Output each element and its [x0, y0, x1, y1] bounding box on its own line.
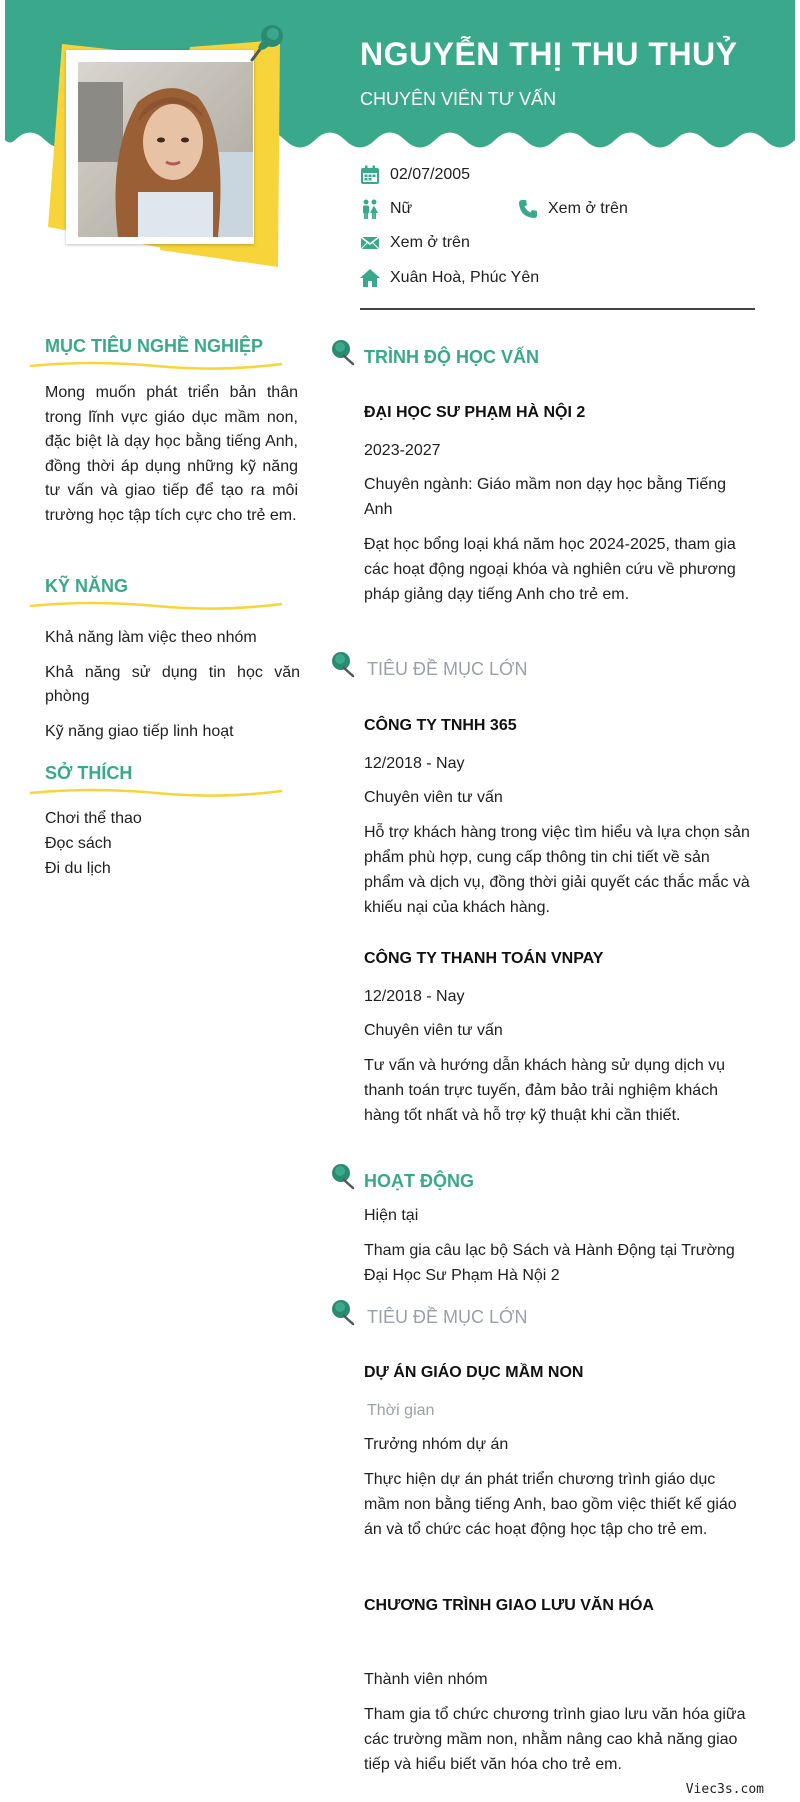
contact-birthday	[360, 165, 470, 185]
education-major: Chuyên ngành: Giáo mầm non dạy học bằng Tiếng Anh	[364, 476, 727, 518]
contact-address	[360, 268, 539, 288]
project-role: Thành viên nhóm	[364, 1671, 488, 1688]
education-period: 2023-2027	[364, 442, 441, 459]
pushpin-icon	[328, 1162, 356, 1190]
hobbies-underline	[28, 787, 284, 799]
education-heading: TRÌNH ĐỘ HỌC VẤN	[364, 347, 539, 367]
gender-icon	[360, 199, 380, 219]
hobby-item: Đọc sách	[45, 835, 112, 852]
pushpin-icon	[328, 338, 356, 366]
birthday-value: 02/07/2005	[390, 166, 471, 183]
project-description: Thực hiện dự án phát triển chương trình giáo dục mầm non bằng tiếng Anh, bao gồm việc thiết kế giáo án và tổ chức các hoạt động học tập cho trẻ em.	[364, 1471, 737, 1538]
project-description: Tham gia tổ chức chương trình giao lưu văn hóa giữa các trường mầm non, nhằm nâng cao khả năng giao tiếp và hiểu biết văn hóa cho trẻ em.	[364, 1706, 746, 1773]
skills-underline	[28, 600, 284, 612]
contact-phone	[518, 199, 628, 219]
project-role: Trưởng nhóm dự án	[364, 1436, 509, 1453]
email-value: Xem ở trên	[390, 234, 470, 251]
envelope-icon	[360, 233, 380, 253]
hobby-item: Đi du lịch	[45, 860, 111, 877]
objective-text: Mong muốn phát triển bản thân trong lĩnh vực giáo dục mầm non, đặc biệt là dạy học bằng tiếng Anh, đồng thời áp dụng những kỹ năng tư vấn và giao tiếp để tạo ra môi trường học tập tích cực cho trẻ em.	[45, 384, 298, 524]
skill-item: Kỹ năng giao tiếp linh hoạt	[45, 723, 234, 740]
projects-heading: TIÊU ĐỀ MỤC LỚN	[367, 1307, 528, 1327]
education-description: Đạt học bổng loại khá năm học 2024-2025, tham gia các hoạt động ngoại khóa và nghiên cứu về phương pháp giảng dạy tiếng Anh cho trẻ em.	[364, 536, 736, 603]
avatar	[78, 62, 253, 237]
contact-gender	[360, 199, 412, 219]
phone-icon	[518, 199, 538, 219]
hobbies-heading: SỞ THÍCH	[45, 763, 133, 783]
gender-value: Nữ	[390, 200, 413, 217]
job-period: 12/2018 - Nay	[364, 988, 465, 1005]
job-org: CÔNG TY TNHH 365	[364, 717, 517, 734]
project-org: DỰ ÁN GIÁO DỤC MẦM NON	[364, 1364, 584, 1381]
job-period: 12/2018 - Nay	[364, 755, 465, 772]
activities-heading: HOẠT ĐỘNG	[364, 1171, 474, 1191]
hobby-item: Chơi thể thao	[45, 810, 142, 827]
project-period-placeholder: Thời gian	[367, 1402, 435, 1419]
skills-heading: KỸ NĂNG	[45, 576, 129, 596]
objective-heading: MỤC TIÊU NGHỀ NGHIỆP	[45, 336, 264, 356]
skill-item: Khả năng làm việc theo nhóm	[45, 629, 257, 646]
job-description: Hỗ trợ khách hàng trong việc tìm hiểu và lựa chọn sản phẩm phù hợp, cung cấp thông tin chi tiết về sản phẩm và dịch vụ, đồng thời giải quyết các thắc mắc và khiếu nại của khách hàng.	[364, 824, 750, 916]
contact-email	[360, 233, 470, 253]
objective-underline	[28, 360, 284, 372]
pushpin-icon	[328, 1298, 356, 1326]
candidate-name: NGUYỄN THỊ THU THUỶ	[360, 36, 738, 72]
job-role: Chuyên viên tư vấn	[364, 1022, 503, 1039]
job-title: CHUYÊN VIÊN TƯ VẤN	[360, 89, 557, 109]
pushpin-icon	[328, 650, 356, 678]
job-description: Tư vấn và hướng dẫn khách hàng sử dụng dịch vụ thanh toán trực tuyến, đảm bảo trải nghiệm khách hàng tốt nhất và hỗ trợ kỹ thuật khi cần thiết.	[364, 1057, 726, 1124]
phone-value: Xem ở trên	[548, 200, 628, 217]
calendar-icon	[360, 165, 380, 185]
project-org: CHƯƠNG TRÌNH GIAO LƯU VĂN HÓA	[364, 1597, 654, 1614]
skill-item: Khả năng sử dụng tin học văn phòng	[45, 664, 300, 705]
contact-divider	[360, 308, 755, 310]
pushpin-icon	[246, 20, 288, 64]
experience-heading: TIÊU ĐỀ MỤC LỚN	[367, 659, 528, 679]
address-value: Xuân Hoà, Phúc Yên	[390, 269, 540, 286]
education-org: ĐẠI HỌC SƯ PHẠM HÀ NỘI 2	[364, 404, 586, 421]
home-icon	[360, 268, 380, 288]
job-org: CÔNG TY THANH TOÁN VNPAY	[364, 950, 604, 967]
activity-description: Tham gia câu lạc bộ Sách và Hành Động tại Trường Đại Học Sư Phạm Hà Nội 2	[364, 1242, 735, 1284]
job-role: Chuyên viên tư vấn	[364, 789, 503, 806]
photo-frame	[66, 50, 254, 244]
activity-period: Hiện tại	[364, 1207, 419, 1224]
watermark-brand: Viec3s.com	[685, 1782, 764, 1797]
